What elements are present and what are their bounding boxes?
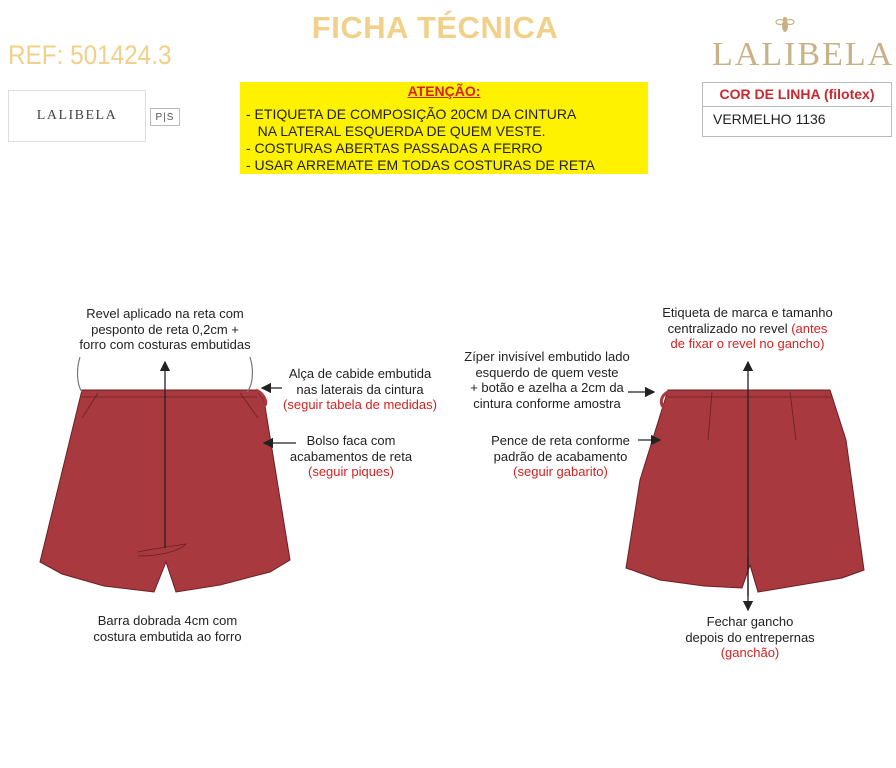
annotation-note: (seguir piques) [308, 464, 394, 479]
annotation-line: cintura conforme amostra [473, 395, 621, 411]
annotation-line: depois do entrepernas [685, 629, 815, 645]
annotation-line: Bolso faca com [306, 433, 396, 448]
belt-loop-left [78, 357, 82, 392]
annotation-line: Etiqueta de marca e tamanho [662, 305, 833, 320]
ps-tag: P|S [150, 108, 180, 126]
annotation-revel [60, 306, 270, 353]
page-title: FICHA TÉCNICA [311, 10, 559, 45]
annotation-line: Alça de cabide embutida [288, 366, 432, 381]
annotation-line: + botão e azelha a 2cm da [470, 380, 624, 395]
annotation-line: Pence de reta conforme [491, 433, 630, 448]
thread-color-sub: (filotex) [823, 86, 875, 102]
annotation-note: (antes [791, 320, 828, 336]
annotation-note: (ganchão) [720, 645, 780, 660]
annotation-line: costura embutida ao forro [93, 628, 242, 644]
attention-line: NA LATERAL ESQUERDA DE QUEM VESTE. [246, 123, 546, 139]
annotation-note: (seguir tabela de medidas) [283, 397, 437, 412]
annotation-line: esquerdo de quem veste [475, 364, 619, 380]
annotation-line: acabamentos de reta [289, 448, 413, 464]
attention-line: - ETIQUETA DE COMPOSIÇÃO 20CM DA CINTURA [246, 106, 577, 122]
annotation-line: Fechar gancho [706, 614, 794, 629]
annotation-pence [478, 433, 643, 480]
annotation-line: padrão de acabamento [493, 448, 628, 464]
annotation-line: nas laterais da cintura [296, 381, 424, 397]
logo-brand-text: LALIBELA [36, 108, 118, 123]
annotation-note: de fixar o revel no gancho) [670, 336, 825, 351]
annotation-bolso [276, 433, 426, 480]
annotation-barra [70, 613, 265, 644]
back-shorts-drawing [626, 390, 864, 592]
annotation-line: Revel aplicado na reta com [86, 306, 244, 321]
annotation-line: Zíper invisível embutido lado [464, 349, 630, 364]
annotation-alca [270, 366, 450, 413]
brand-wordmark: LALIBELA [712, 36, 895, 73]
annotation-line: Barra dobrada 4cm com [97, 613, 238, 628]
attention-line: - COSTURAS ABERTAS PASSADAS A FERRO [246, 140, 543, 156]
back-shorts-body [626, 390, 864, 592]
attention-line: - USAR ARREMATE EM TODAS COSTURAS DE RETA [246, 157, 596, 173]
thread-color-label: COR DE LINHA [719, 86, 821, 102]
annotation-ziper [452, 349, 642, 411]
annotation-line: forro com costuras embutidas [79, 337, 251, 352]
annotation-note: (seguir gabarito) [513, 464, 608, 479]
annotation-etiqueta [645, 305, 850, 352]
thread-color-value: VERMELHO 1136 [713, 111, 826, 127]
annotation-line: centralizado no revel [667, 320, 792, 336]
belt-loop-right [247, 357, 252, 392]
annotation-line: pesponto de reta 0,2cm + [91, 321, 239, 337]
attention-title: ATENÇÃO: [407, 83, 481, 99]
reference-code: REF: 501424.3 [8, 40, 172, 70]
annotation-fechar [665, 614, 835, 661]
